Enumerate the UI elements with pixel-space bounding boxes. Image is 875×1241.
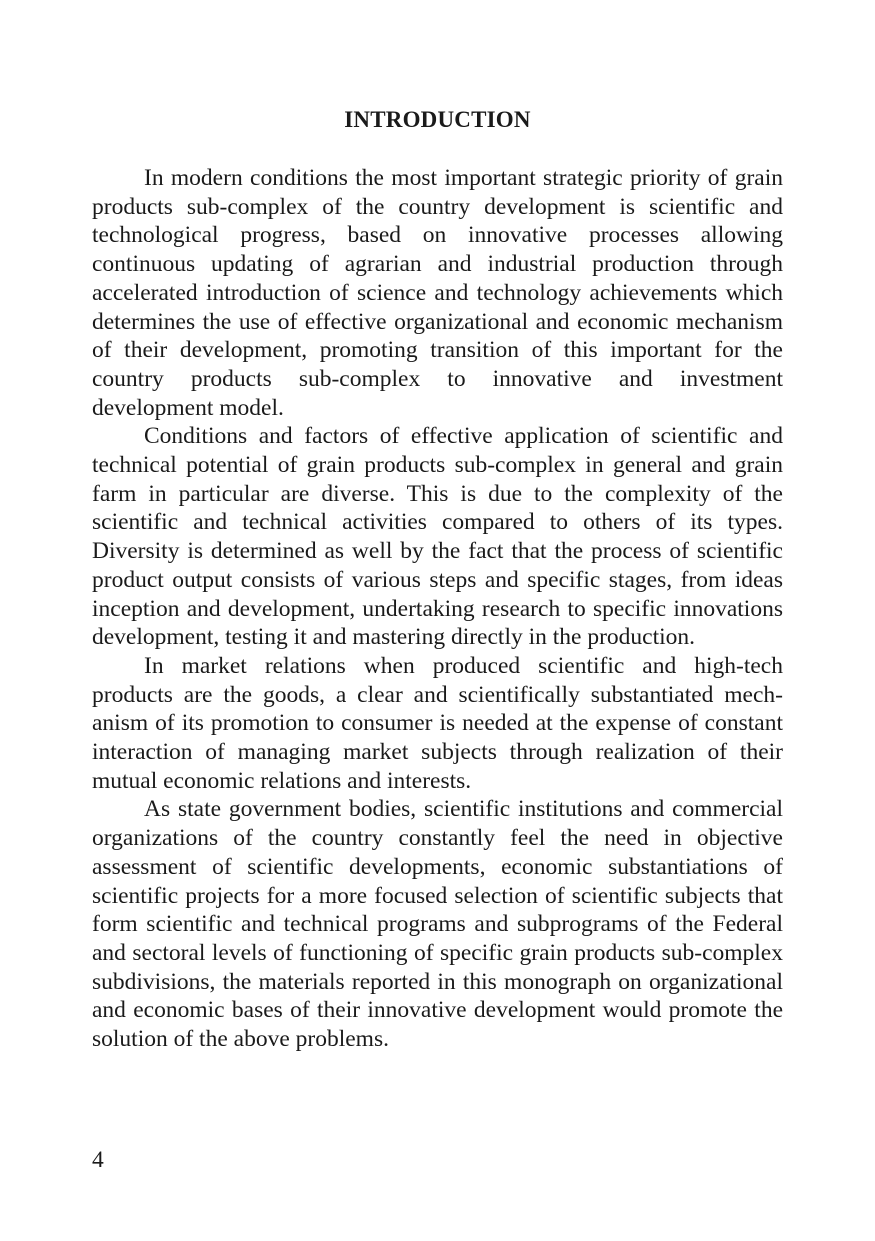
- page-title: INTRODUCTION: [344, 107, 531, 132]
- paragraph-3: In market relations when produced scientific and high-tech products are the goods, a clear and scientifically substantiated mechanism of its promotion to consumer is needed at the expense of constant interaction of managing market subjects through realization of their mutual economic relations and interests.: [92, 652, 783, 794]
- page-number: 4: [92, 1147, 104, 1173]
- paragraph-4: As state government bodies, scientific institutions and commercial organizations of the country constantly feel the need in objective assessment of scientific developments, economic substantiations of scientific projects for a more focused selection of scientific subjects that form scientific and technical programs and subprograms of the Federal and sectoral levels of functioning of specific grain products sub-complex subdivisions, the materials reported in this monograph on organizational and economic bases of their innovative development would promote the solution of the above problems.: [92, 796, 783, 1053]
- page-body: [92, 104, 783, 1054]
- paragraph-2: Conditions and factors of effective application of scientific and technical potential of grain products sub-complex in general and grain farm in particular are diverse. This is due to the complexity of the scientific and technical activities compared to others of its types. Diversity is determined as well by the fact that the process of scientific product output consists of various steps and specific stages, from ideas inception and development, undertaking research to specific innovations development, testing it and mastering directly in the production.: [92, 423, 783, 651]
- paragraph-1: In modern conditions the most important strategic priority of grain products sub-complex of the country development is scientific and technological progress, based on innovative processes allowing continuous updating of agrarian and industrial production through accelerated introduction of science and technology achievements which determines the use of effective organizational and economic mechanism of their development, promoting transition of this important for the country products sub-complex to innovative and investment development model.: [92, 165, 783, 421]
